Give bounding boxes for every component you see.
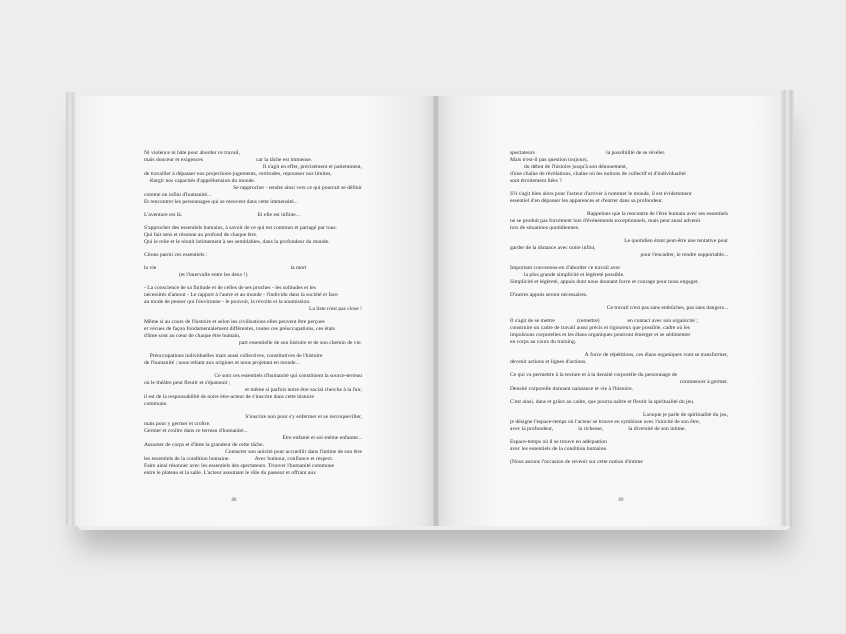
- text-line: garder de la distance avec notre infini,: [510, 245, 596, 251]
- text-line: Ni violence ni hâte pour aborder ce travail,: [144, 150, 240, 156]
- text-line: Qui le relie et le réunit intimement à ses semblables, dans la profondeur du monde.: [144, 239, 330, 245]
- text-line: Se rapprocher - tendre ainsi vers ce qui pourrait se définir: [233, 185, 362, 191]
- book-gutter: [433, 96, 439, 526]
- text-line: de travailler à dépasser nos projections-jugements, certitudes, repousser nos limites,: [144, 171, 332, 177]
- page-number-left: 88: [231, 498, 237, 503]
- text-line: spectateurs la possibilité de se révéler.: [510, 150, 666, 156]
- text-line: Être enfanté et soi-même enfanter...: [282, 435, 362, 441]
- text-line: commune.: [144, 401, 168, 407]
- text-line: Le quotidien étant peut-être une tentative pour: [624, 238, 728, 244]
- text-line: il est de la responsabilité de notre être-acteur de s'inscrire dans cette histoire: [144, 394, 314, 400]
- text-line: Important convenons-en d'aborder ce travail avec: [510, 265, 621, 271]
- text-line: S'inscrire non pour s'y enfermer et se recroqueviller,: [245, 414, 362, 420]
- text-line: de l'humanité ; nous reliant aux origines et nous projetant en monde...: [144, 360, 300, 366]
- text-line: C'est ainsi, dans et grâce au cadre, que pourra naître et fleurir la spiritualité du jeu.: [510, 399, 695, 405]
- text-line: avec les essentiels de la condition humaine.: [510, 446, 608, 452]
- text-line: Espace-temps où il se trouve en adéquation: [510, 439, 607, 445]
- text-line: la plus grande simplicité et légèreté possible.: [510, 272, 625, 278]
- left-page: [76, 96, 436, 526]
- text-line: impulsions corporelles et les élans organiques pourront émerger et se sédimenter: [510, 332, 691, 338]
- text-line: et vécues de façon fondamentalement différentes, toutes ces préoccupations, ces états: [144, 326, 335, 332]
- text-line: entre le plateau et la salle. L'acteur assumant le rôle du passeur et offrant aux: [144, 470, 316, 476]
- text-line: la vie la mort: [144, 265, 307, 271]
- text-line: Mais n'est-il pas question toujours,: [510, 157, 588, 163]
- text-line: Germer et croître dans ce terreau d'humanité...: [144, 428, 248, 434]
- left-page-text: [144, 150, 362, 477]
- text-line: ne se produit pas forcément lors d'événements exceptionnels, mais peut aussi advenir: [510, 218, 701, 224]
- text-line: je désigne l'espace-temps où l'acteur se trouve en symbiose avec l'unicité de son être,: [510, 419, 701, 425]
- text-line: en corps au cours du training.: [510, 339, 577, 345]
- text-line: devenir actions et lignes d'actions.: [510, 359, 587, 365]
- text-line: À force de répétitions, ces élans organiques vont se transformer,: [584, 352, 728, 358]
- text-line: les essentiels de la condition humaine. Avec humour, confiance et respect.: [144, 456, 334, 462]
- text-line: essentiel d'en dépasser les apparences et d'entrer dans sa profondeur.: [510, 198, 663, 204]
- text-line: Faire ainsi résonner avec les essentiels des spectateurs. Trouver l'humanité commune: [144, 463, 335, 469]
- text-line: S'il s'agit bien alors pour l'acteur d'arriver à nommer le monde, il est évidemment: [510, 191, 692, 197]
- right-page-edges: [780, 90, 794, 526]
- text-line: d'une chaîne de révélations, chaîne où les notions de collectif et d'individualité: [510, 171, 686, 177]
- text-line: Rappelons que la rencontre de l'être humain avec ses essentiels: [587, 211, 728, 217]
- text-line: du début de l'histoire jusqu'à son dénouement,: [510, 164, 628, 170]
- text-line: d'âme sont au cœur de chaque être humain,: [144, 333, 241, 339]
- right-page: [436, 96, 780, 526]
- text-line: comme un infini d'humanité...: [144, 192, 212, 198]
- text-line: (Nous aurons l'occasion de revenir sur cette notion d'intime: [510, 459, 643, 465]
- text-line: - La conscience de sa finitude et de celles de ses proches - les solitudes et les: [144, 285, 316, 291]
- text-line: Même si au cours de l'histoire et selon les civilisations elles peuvent être perçues: [144, 319, 325, 325]
- text-line: lors de situations quotidiennes.: [510, 225, 580, 231]
- text-line: élargir nos capacités d'appréhension du monde.: [144, 178, 256, 184]
- text-line: et même si parfois notre être social cherche à la fuir,: [244, 387, 362, 393]
- text-line: mais douceur et exigences car la tâche est immense.: [144, 157, 313, 163]
- text-line: D'autres appuis seront nécessaires.: [510, 292, 588, 298]
- text-line: Préoccupations individuelles mais aussi collectives, constitutives de l'histoire: [144, 353, 323, 359]
- text-line: Et rencontrer les personnages qui se meuvent dans cette immensité...: [144, 199, 298, 205]
- text-line: (et l'intervalle entre les deux !): [144, 272, 248, 278]
- text-line: avec la profondeur, la richesse, la diversité de son intime.: [510, 426, 686, 432]
- left-page-edges: [66, 92, 76, 526]
- text-line: Simplicité et légèreté, appuis dont nous donnant force et courage pour nous engager.: [510, 279, 699, 285]
- text-line: mais pour y germer et croître.: [144, 421, 211, 427]
- text-line: Lorsque je parle de spiritualité du jeu,: [643, 412, 728, 418]
- text-line: Contacter son unicité pour accueillir dans l'intime de son être: [225, 449, 362, 455]
- text-line: Citons parmi ces essentiels :: [144, 252, 208, 258]
- text-line: où le théâtre peut fleurir et s'épanouir ;: [144, 380, 231, 386]
- text-line: au mode de penser qui l'environne - le pouvoir, la révolte et la soumission.: [144, 299, 311, 305]
- text-line: part essentielle de son histoire et de son chemin de vie.: [239, 340, 362, 346]
- text-line: nécessités d'amour - Le rapport à l'autre et au monde - l'individu dans la société et face: [144, 292, 338, 298]
- right-page-text: [510, 150, 728, 466]
- text-line: commencer à germer.: [679, 379, 728, 385]
- text-line: Densité corporelle donnant naissance et vie à l'histoire.: [510, 386, 634, 392]
- text-line: pour l'encadrer, le rendre supportable...: [640, 252, 728, 258]
- text-line: Ce sont ces essentiels d'humanité qui constituent la source-terreau: [214, 373, 362, 379]
- text-line: Assumer de corps et d'âme la grandeur de cette tâche.: [144, 442, 264, 448]
- text-line: L'aventure est là. Et elle est infinie...: [144, 212, 300, 218]
- text-line: Il s'agit de se mettre (remettre) en contact avec son organicité ;: [510, 318, 698, 324]
- text-line: construire un cadre de travail aussi précis et rigoureux que possible, cadre où les: [510, 325, 690, 331]
- text-line: sont étroitement liées ?: [510, 178, 562, 184]
- text-line: Qui fait sens et résonne au profond de chaque être.: [144, 232, 258, 238]
- text-line: S'approcher des essentiels humains, à savoir de ce qui est commun et partagé par tous.: [144, 225, 338, 231]
- text-line: Il s'agit en effet, précisément et patiemment,: [262, 164, 362, 170]
- text-line: La liste n'est pas close !: [308, 306, 362, 312]
- page-number-right: 89: [618, 498, 624, 503]
- text-line: Ce qui va permettre à la texture et à la densité corporelle du personnage de: [510, 372, 678, 378]
- text-line: Ce travail n'est pas sans embûches, pas sans dangers...: [606, 305, 728, 311]
